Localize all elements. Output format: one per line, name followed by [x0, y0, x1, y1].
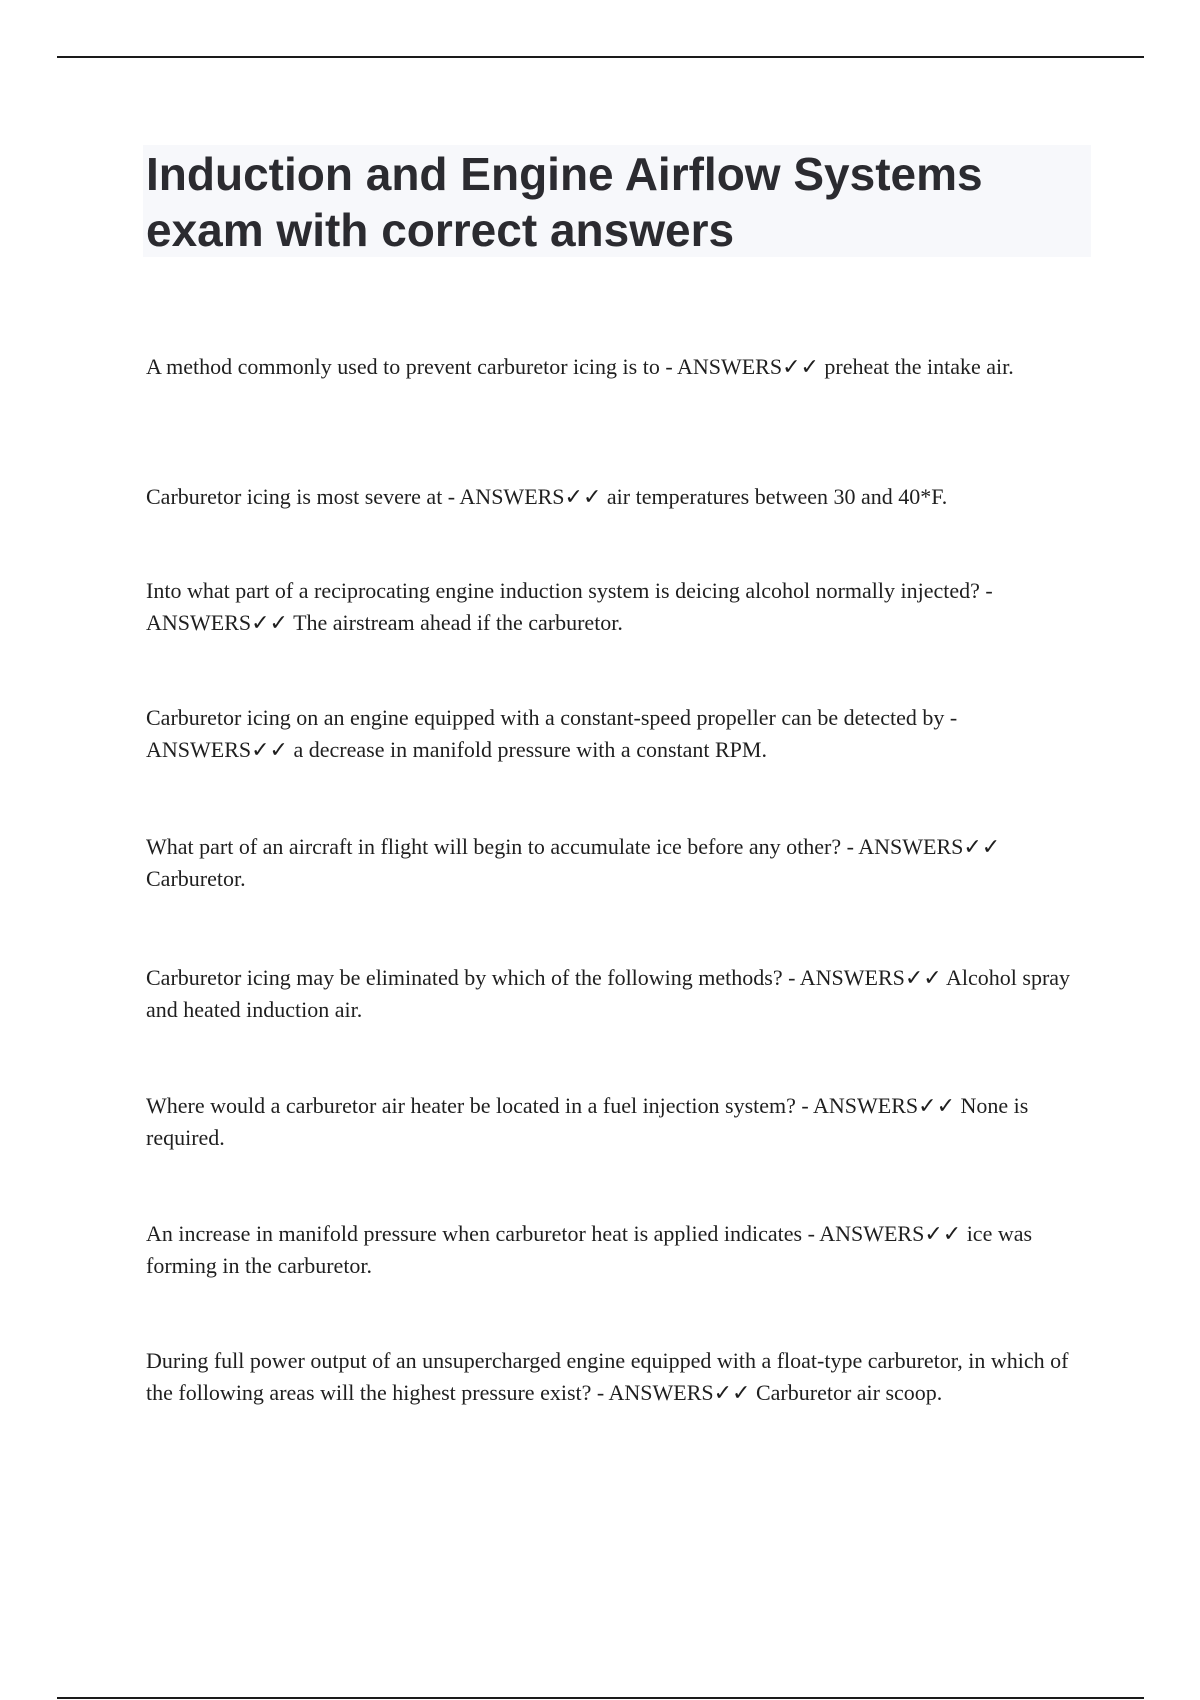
page-top-rule — [57, 56, 1144, 58]
qa-item-5: What part of an aircraft in flight will begin to accumulate ice before any other? - ANSWERS✓✓ Carburetor. — [146, 834, 1001, 891]
qa-item-8: An increase in manifold pressure when carburetor heat is applied indicates - ANSWERS✓✓ ice was forming in the carburetor. — [146, 1221, 1033, 1278]
document-title: Induction and Engine Airflow Systems exam with correct answers — [146, 148, 983, 256]
qa-item-1: A method commonly used to prevent carburetor icing is to - ANSWERS✓✓ preheat the intake air. — [146, 354, 1014, 379]
qa-item-9: During full power output of an unsupercharged engine equipped with a float-type carburetor, in which of the following areas will the highest pressure exist? - ANSWERS✓✓ Carburetor air scoop. — [146, 1348, 1069, 1405]
qa-item-3: Into what part of a reciprocating engine induction system is deicing alcohol normally injected? - ANSWERS✓✓ The airstream ahead if the carburetor. — [146, 578, 993, 635]
qa-item-4: Carburetor icing on an engine equipped with a constant-speed propeller can be detected by - ANSWERS✓✓ a decrease in manifold pressure with a constant RPM. — [146, 705, 958, 762]
qa-item-7: Where would a carburetor air heater be located in a fuel injection system? - ANSWERS✓✓ None is required. — [146, 1093, 1029, 1150]
qa-item-6: Carburetor icing may be eliminated by which of the following methods? - ANSWERS✓✓ Alcohol spray and heated induction air. — [146, 965, 1071, 1022]
qa-item-2: Carburetor icing is most severe at - ANSWERS✓✓ air temperatures between 30 and 40*F. — [146, 484, 948, 509]
page-bottom-rule — [57, 1697, 1144, 1699]
